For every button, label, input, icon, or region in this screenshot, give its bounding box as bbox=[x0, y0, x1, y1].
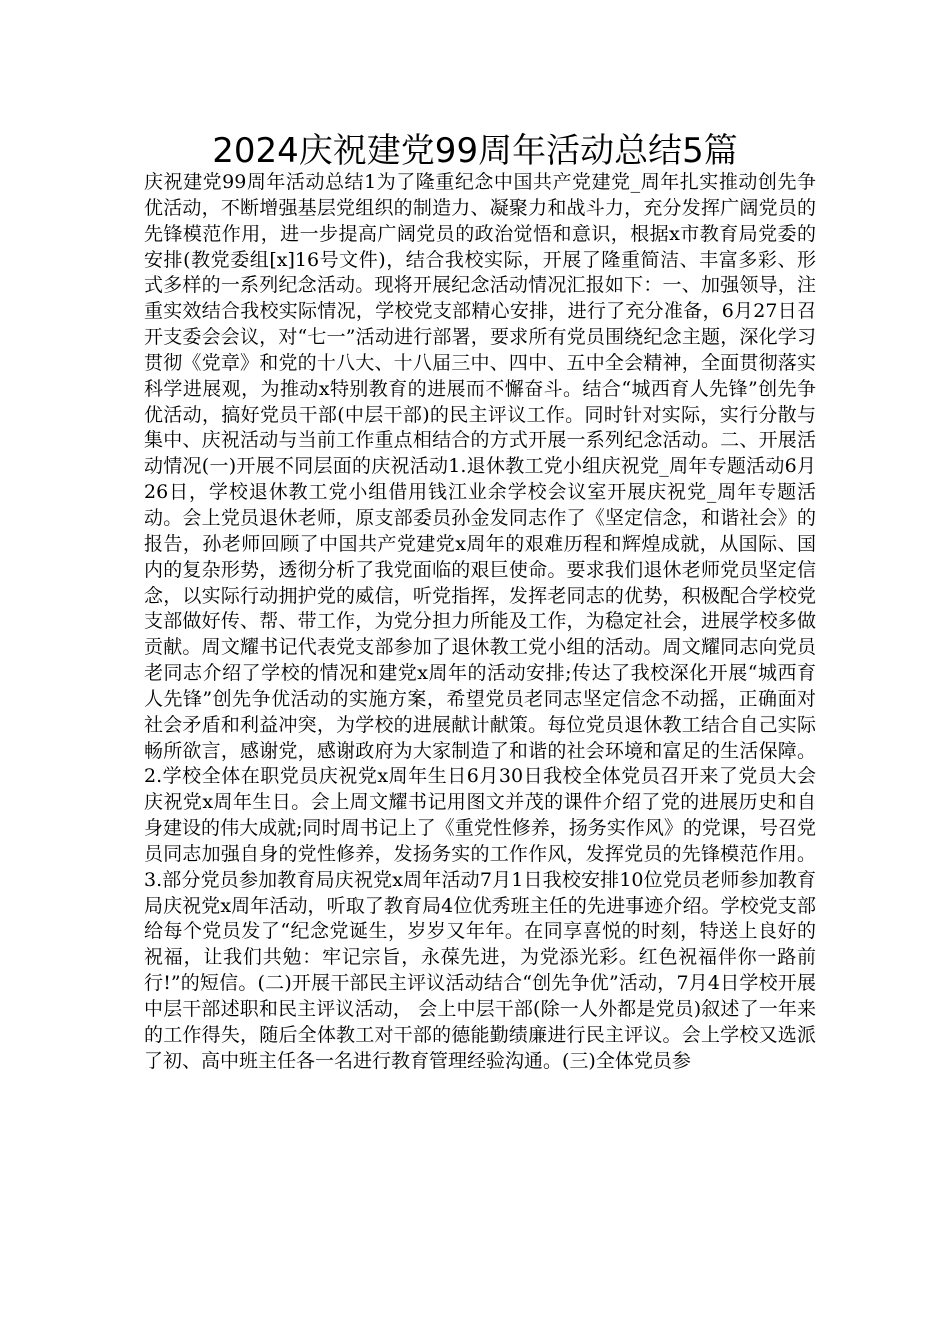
document-title: 2024庆祝建党99周年活动总结5篇 bbox=[212, 131, 738, 171]
document-body-text: 庆祝建党99周年活动总结1为了隆重纪念中国共产党建党_周年扎实推动创先争优活动，不断增强基层党组织的制造力、凝聚力和战斗力，充分发挥广阔党员的先锋模范作用，进一步提高广阔党员的政治觉悟和意识，根据x市教育局党委的安排(教党委组[x]16号文件)，结合我校实际，开展了隆重简洁、丰富多彩、形式多样的一系列纪念活动。现将开展纪念活动情况汇报如下：一、加强领导，注重实效结合我校实际情况，学校党支部精心安排，进行了充分准备，6月27日召开支委会会议，对“七一”活动进行部署，要求所有党员围绕纪念主题，深化学习贯彻《党章》和党的十八大、十八届三中、四中、五中全会精神，全面贯彻落实科学进展观，为推动x特别教育的进展而不懈奋斗。结合“城西育人先锋”创先争优活动，搞好党员干部(中层干部)的民主评议工作。同时针对实际，实行分散与集中、庆祝活动与当前工作重点相结合的方式开展一系列纪念活动。二、开展活动情况(一)开展不同层面的庆祝活动1.退休教工党小组庆祝党_周年专题活动6月26日，学校退休教工党小组借用钱江业余学校会议室开展庆祝党_周年专题活动。会上党员退休老师，原支部委员孙金发同志作了《坚定信念，和谐社会》的报告，孙老师回顾了中国共产党建党x周年的艰难历程和辉煌成就，从国际、国内的复杂形势，透彻分析了我党面临的艰巨使命。要求我们退休老师党员坚定信念，以实际行动拥护党的威信，听党指挥，发挥老同志的优势，积极配合学校党支部做好传、帮、带工作，为党分担力所能及工作，为稳定社会，进展学校多做贡献。周文耀书记代表党支部参加了退休教工党小组的活动。周文耀同志向党员老同志介绍了学校的情况和建党x周年的活动安排;传达了我校深化开展“城西育人先锋”创先争优活动的实施方案，希望党员老同志坚定信念不动摇，正确面对社会矛盾和利益冲突，为学校的进展献计献策。每位党员退休教工结合自己实际畅所欲言，感谢党，感谢政府为大家制造了和谐的社会环境和富足的生活保障。2.学校全体在职党员庆祝党x周年生日6月30日我校全体党员召开来了党员大会庆祝党x周年生日。会上周文耀书记用图文并茂的课件介绍了党的进展历史和自身建设的伟大成就;同时周书记上了《重党性修养，扬务实作风》的党课，号召党员同志加强自身的党性修养，发扬务实的工作作风，发挥党员的先锋模范作用。3.部分党员参加教育局庆祝党x周年活动7月1日我校安排10位党员老师参加教育局庆祝党x周年活动，听取了教育局4位优秀班主任的先进事迹介绍。学校党支部给每个党员发了“纪念党诞生，岁岁又年年。在同享喜悦的时刻，特送上良好的祝福，让我们共勉：牢记宗旨，永葆先进，为党添光彩。红色祝福伴你一路前行!”的短信。(二)开展干部民主评议活动结合“创先争优”活动，7月4日学校开展中层干部述职和民主评议活动， 会上中层干部(除一人外都是党员)叙述了一年来的工作得失，随后全体教工对干部的德能勤绩廉进行民主评议。会上学校又选派了初、高中班主任各一名进行教育管理经验沟通。(三)全体党员参 bbox=[144, 171, 816, 1072]
